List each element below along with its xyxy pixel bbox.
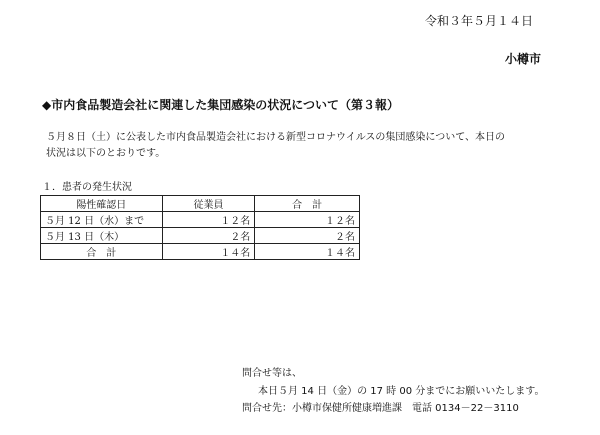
contact-hours: 本日５月 14 日（金）の 17 時 00 分までにお願いいたします。: [258, 386, 545, 397]
row-total: １２名: [255, 212, 360, 228]
table-row: [41, 228, 360, 244]
body-text-line-1: ５月８日（土）に公表した市内食品製造会社における新型コロナウイルスの集団感染について、本日の: [46, 132, 505, 143]
row-date: ５月 12 日（水）まで: [41, 212, 163, 228]
contact-intro: 問合せ等は、: [242, 368, 302, 379]
column-header-date: 陽性確認日: [41, 196, 163, 212]
total-employees: １４名: [162, 244, 255, 260]
table-total-row: [41, 244, 360, 260]
row-employees: ２名: [162, 228, 255, 244]
total-label: 合 計: [41, 244, 163, 260]
row-employees: １２名: [162, 212, 255, 228]
column-header-total: 合 計: [255, 196, 360, 212]
contact-info: 問合せ先：小樽市保健所健康増進課 電話 0134－22－3110: [242, 403, 519, 414]
document-title: ◆市内食品製造会社に関連した集団感染の状況について（第３報）: [42, 98, 399, 112]
document-date: 令和３年５月１４日: [425, 14, 534, 28]
body-text-line-2: 状況は以下のとおりです。: [46, 148, 166, 159]
row-date: ５月 13 日（木）: [41, 228, 163, 244]
table-header-row: [41, 196, 360, 212]
section-heading: １．患者の発生状況: [42, 182, 132, 193]
cases-table: [40, 195, 360, 260]
issuer-name: 小樽市: [505, 52, 542, 66]
table-row: [41, 212, 360, 228]
column-header-employees: 従業員: [162, 196, 255, 212]
row-total: ２名: [255, 228, 360, 244]
total-total: １４名: [255, 244, 360, 260]
